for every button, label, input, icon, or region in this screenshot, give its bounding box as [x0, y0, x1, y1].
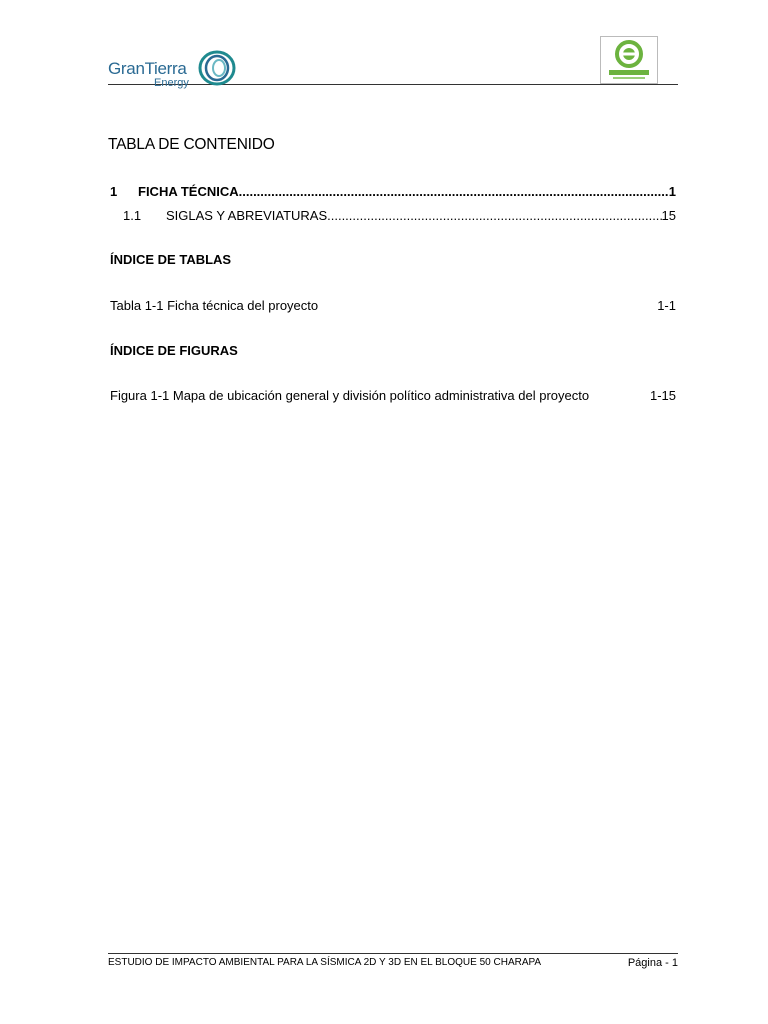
page-header [108, 34, 678, 89]
figure-entry-label: Figura 1-1 Mapa de ubicación general y división político administrativa del proyecto [110, 388, 590, 403]
tables-index-heading: ÍNDICE DE TABLAS [110, 252, 232, 267]
toc-title: TABLA DE CONTENIDO [108, 136, 275, 153]
figures-index-heading: ÍNDICE DE FIGURAS [110, 343, 238, 358]
footer-title: ESTUDIO DE IMPACTO AMBIENTAL PARA LA SÍSMICA 2D Y 3D EN EL BLOQUE 50 CHARAPA [108, 957, 542, 968]
grantierra-logo [108, 40, 240, 89]
table-entry-label: Tabla 1-1 Ficha técnica del proyecto [110, 298, 319, 313]
toc-entry-1[interactable] [110, 184, 676, 199]
toc-entry-number: 1 [110, 184, 118, 199]
page-number: Página - 1 [627, 957, 678, 969]
toc-leader-dots [239, 184, 669, 199]
swirl-logo-icon [196, 48, 238, 88]
tables-index-entry[interactable] [110, 298, 676, 313]
toc-entry-page: 1 [668, 184, 676, 199]
toc-leader-dots [327, 208, 661, 223]
ecopetrol-logo [600, 36, 658, 84]
figure-entry-page: 1-15 [649, 388, 676, 403]
logo-text: GranTierra [108, 59, 187, 78]
logo-subtext: Energy [154, 77, 189, 89]
page-footer [108, 953, 678, 969]
ecopetrol-icon [601, 37, 657, 83]
figures-index-entry[interactable] [110, 388, 676, 403]
toc-entry-1-1[interactable] [123, 208, 676, 223]
table-entry-page: 1-1 [657, 298, 676, 313]
toc-entry-label: SIGLAS Y ABREVIATURAS [166, 208, 328, 223]
toc-entry-page: 15 [661, 208, 676, 223]
toc-entry-label: FICHA TÉCNICA [138, 184, 239, 199]
toc-entry-number: 1.1 [123, 208, 142, 223]
